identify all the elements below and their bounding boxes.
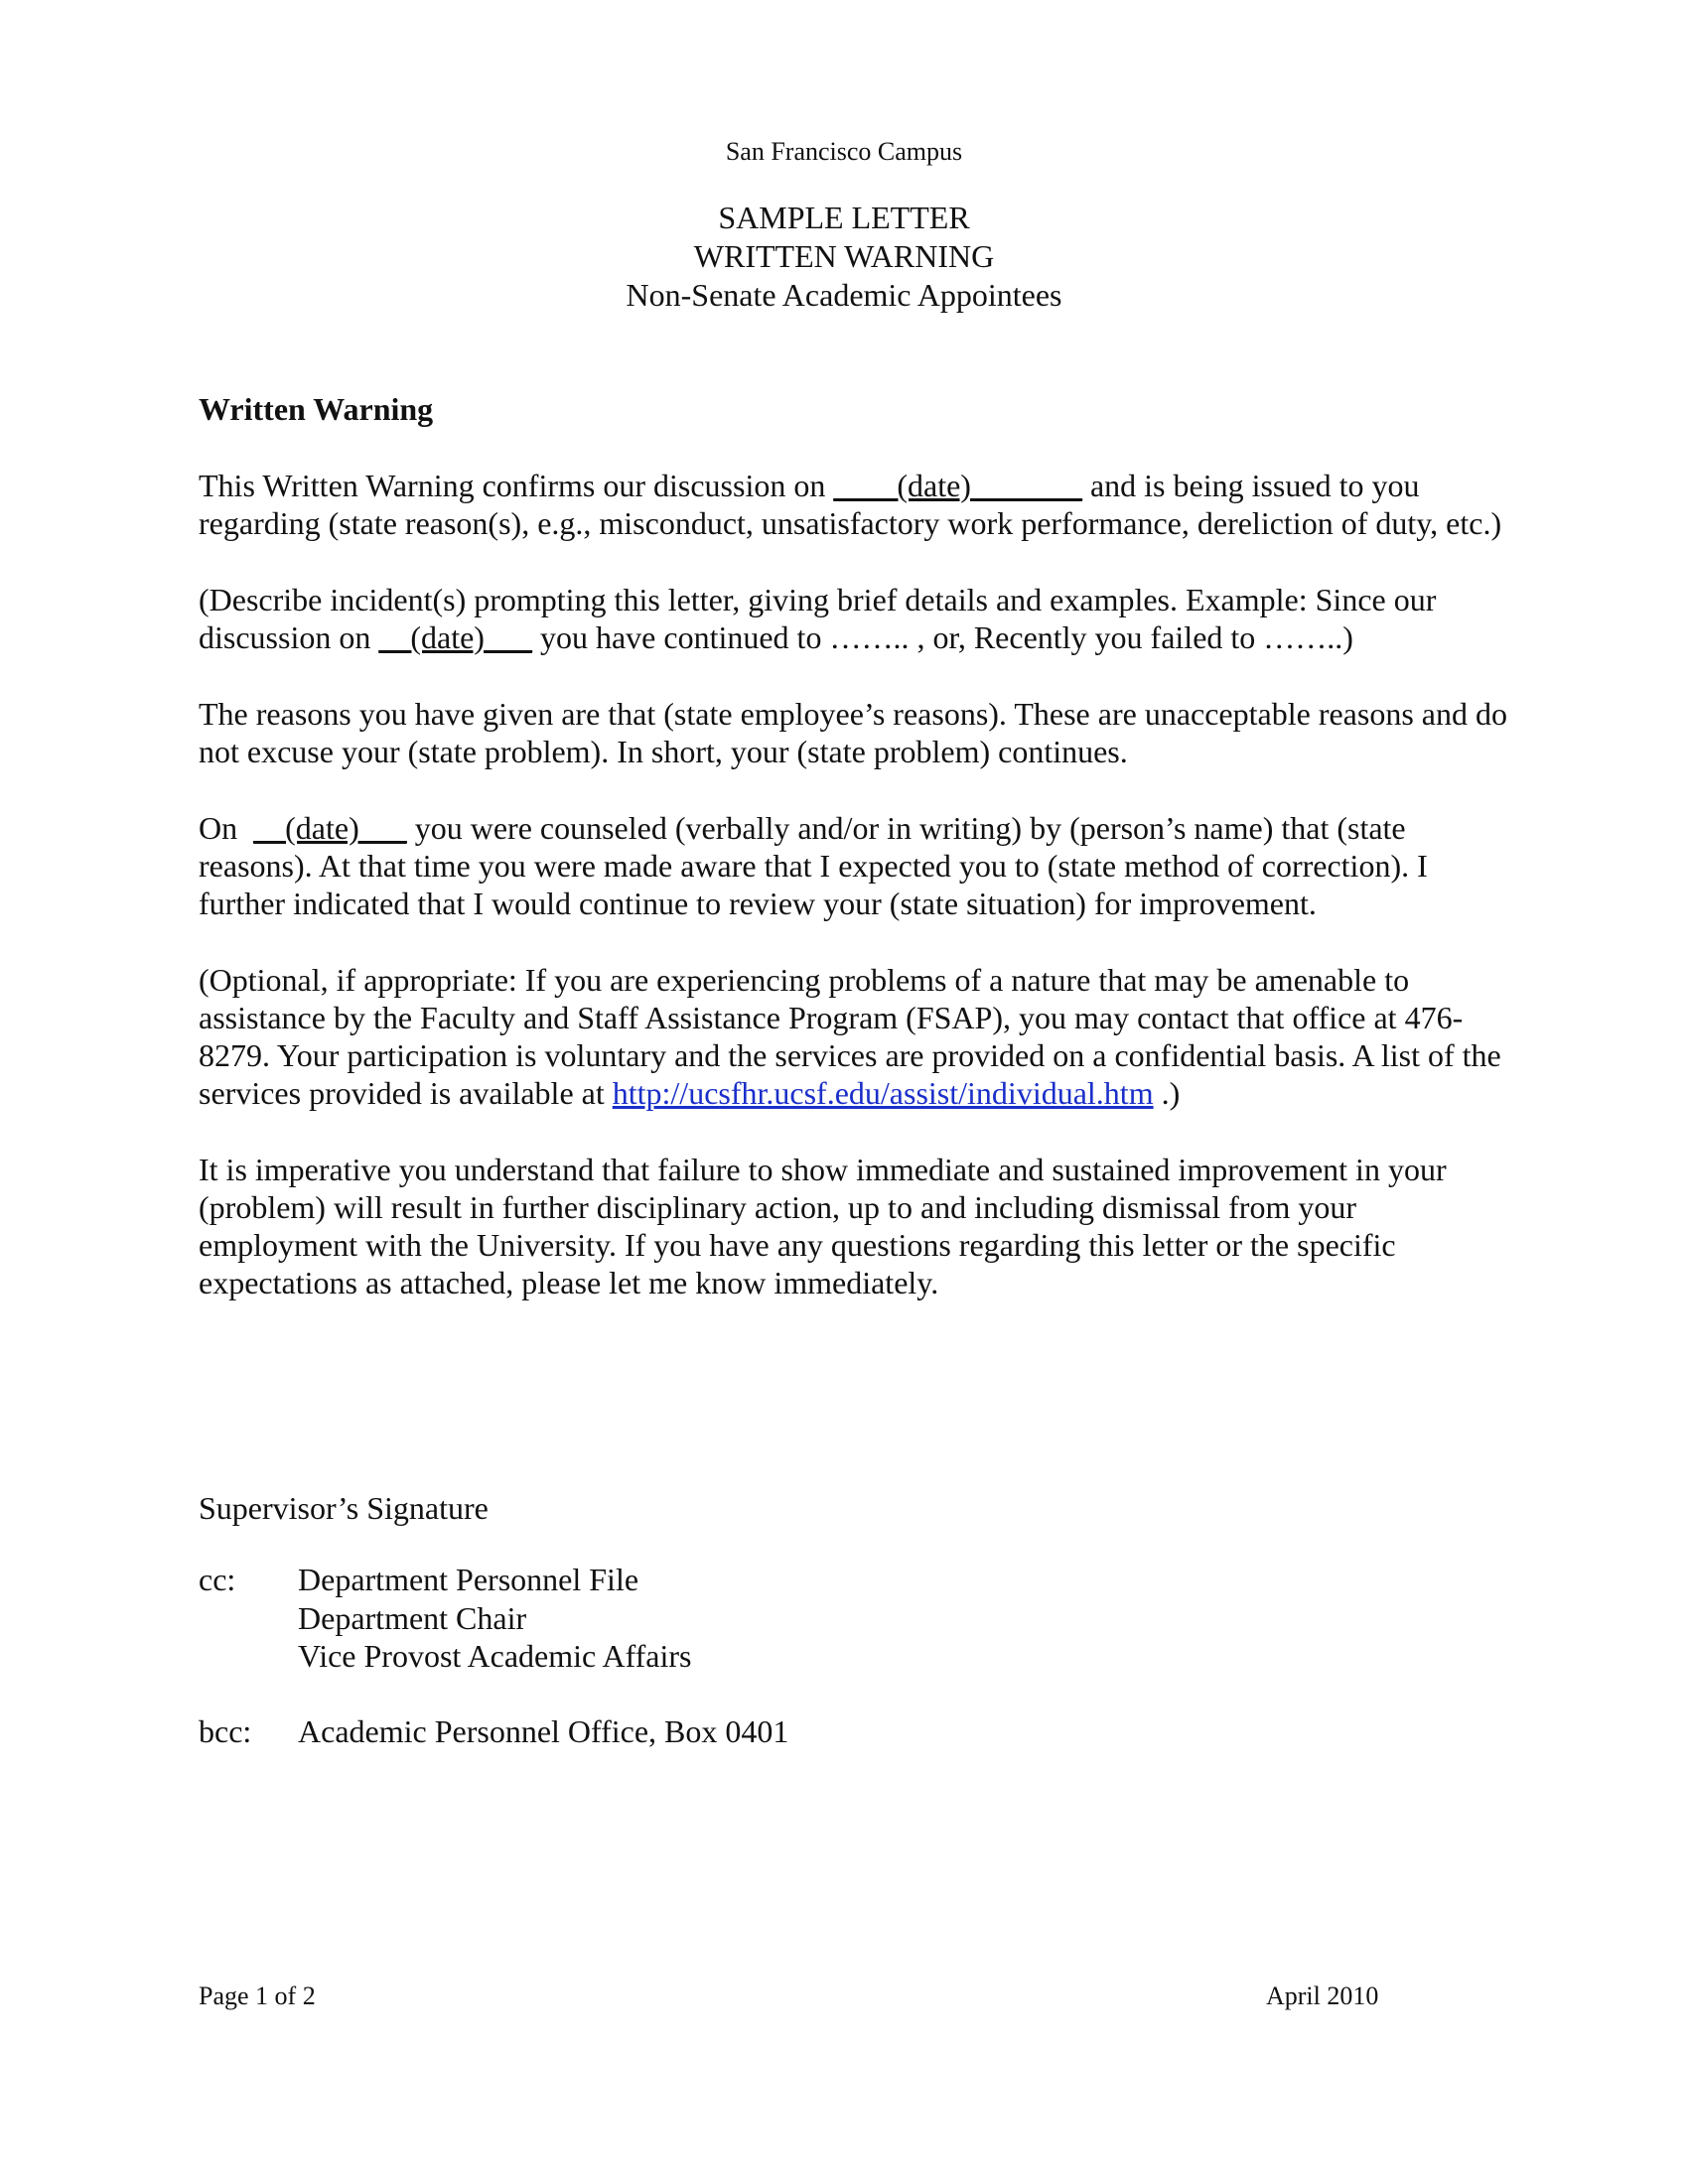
paragraph-2-end: you have continued to …….. , or, Recently you failed to ……..) [531,619,1353,655]
paragraph-5-start: (Optional, if appropriate: If you are experiencing problems of a nature that may be amenable to assistance by the Faculty and Staff Assistance Program (FSAP), you may contact that office at 476-8279. Your participation is voluntary and the services are provided on a confidential basis. A list of the services provided is available at [199,962,1501,1111]
paragraph-1 [199,467,1519,542]
title-line-3: Non-Senate Academic Appointees [626,277,1062,313]
footer-date: April 2010 [1266,1981,1379,2010]
title-line-1: SAMPLE LETTER [718,200,970,235]
paragraph-5-end: .) [1153,1075,1181,1111]
date-blank: __(date)___ [253,810,407,846]
paragraph-3: The reasons you have given are that (state employee’s reasons). These are unacceptable reasons and do not excuse your (state problem). In short, your (state problem) continues. [199,696,1507,769]
cc-item: Department Personnel File [298,1562,639,1597]
fsap-link[interactable]: http://ucsfhr.ucsf.edu/assist/individual.htm [612,1075,1154,1111]
page-number: Page 1 of 2 [199,1981,316,2010]
paragraph-2-start: (Describe incident(s) prompting this letter, giving brief details and examples. Example: Since our discussion on [199,582,1437,655]
letter-heading: Written Warning [199,391,434,427]
supervisor-signature: Supervisor’s Signature [199,1490,489,1526]
paragraph-4-end: you were counseled (verbally and/or in writing) by (person’s name) that (state reasons). At that time you were made aware that I expected you to (state method of correction). I further indicated that I would continue to review your (state situation) for improvement. [199,810,1428,921]
date-blank: __(date)___ [378,619,532,655]
document-title [0,199,1688,315]
date-blank: ____(date)_______ [833,468,1082,503]
paragraph-4 [199,809,1519,922]
paragraph-6: It is imperative you understand that failure to show immediate and sustained improvement in your (problem) will result in further disciplinary action, up to and including dismissal from your employment with the University. If you have any questions regarding this letter or the specific expectations as attached, please let me know immediately. [199,1152,1447,1300]
title-line-2: WRITTEN WARNING [693,238,995,274]
bcc-block [199,1712,788,1750]
paragraph-2 [199,581,1519,656]
bcc-label: bcc: [199,1713,252,1749]
paragraph-1-end: and is being issued to you regarding (state reason(s), e.g., misconduct, unsatisfactory work performance, dereliction of duty, etc.) [199,468,1502,541]
paragraph-5 [199,961,1519,1112]
cc-item: Department Chair [298,1599,527,1636]
letter-body [199,390,1519,1340]
paragraph-4-start: On [199,810,254,846]
cc-item: Vice Provost Academic Affairs [298,1638,692,1674]
cc-block [199,1561,692,1676]
cc-label: cc: [199,1562,236,1597]
paragraph-1-start: This Written Warning confirms our discussion on [199,468,834,503]
bcc-value: Academic Personnel Office, Box 0401 [298,1713,789,1749]
cc-list [298,1561,692,1676]
campus-name: San Francisco Campus [725,137,963,166]
